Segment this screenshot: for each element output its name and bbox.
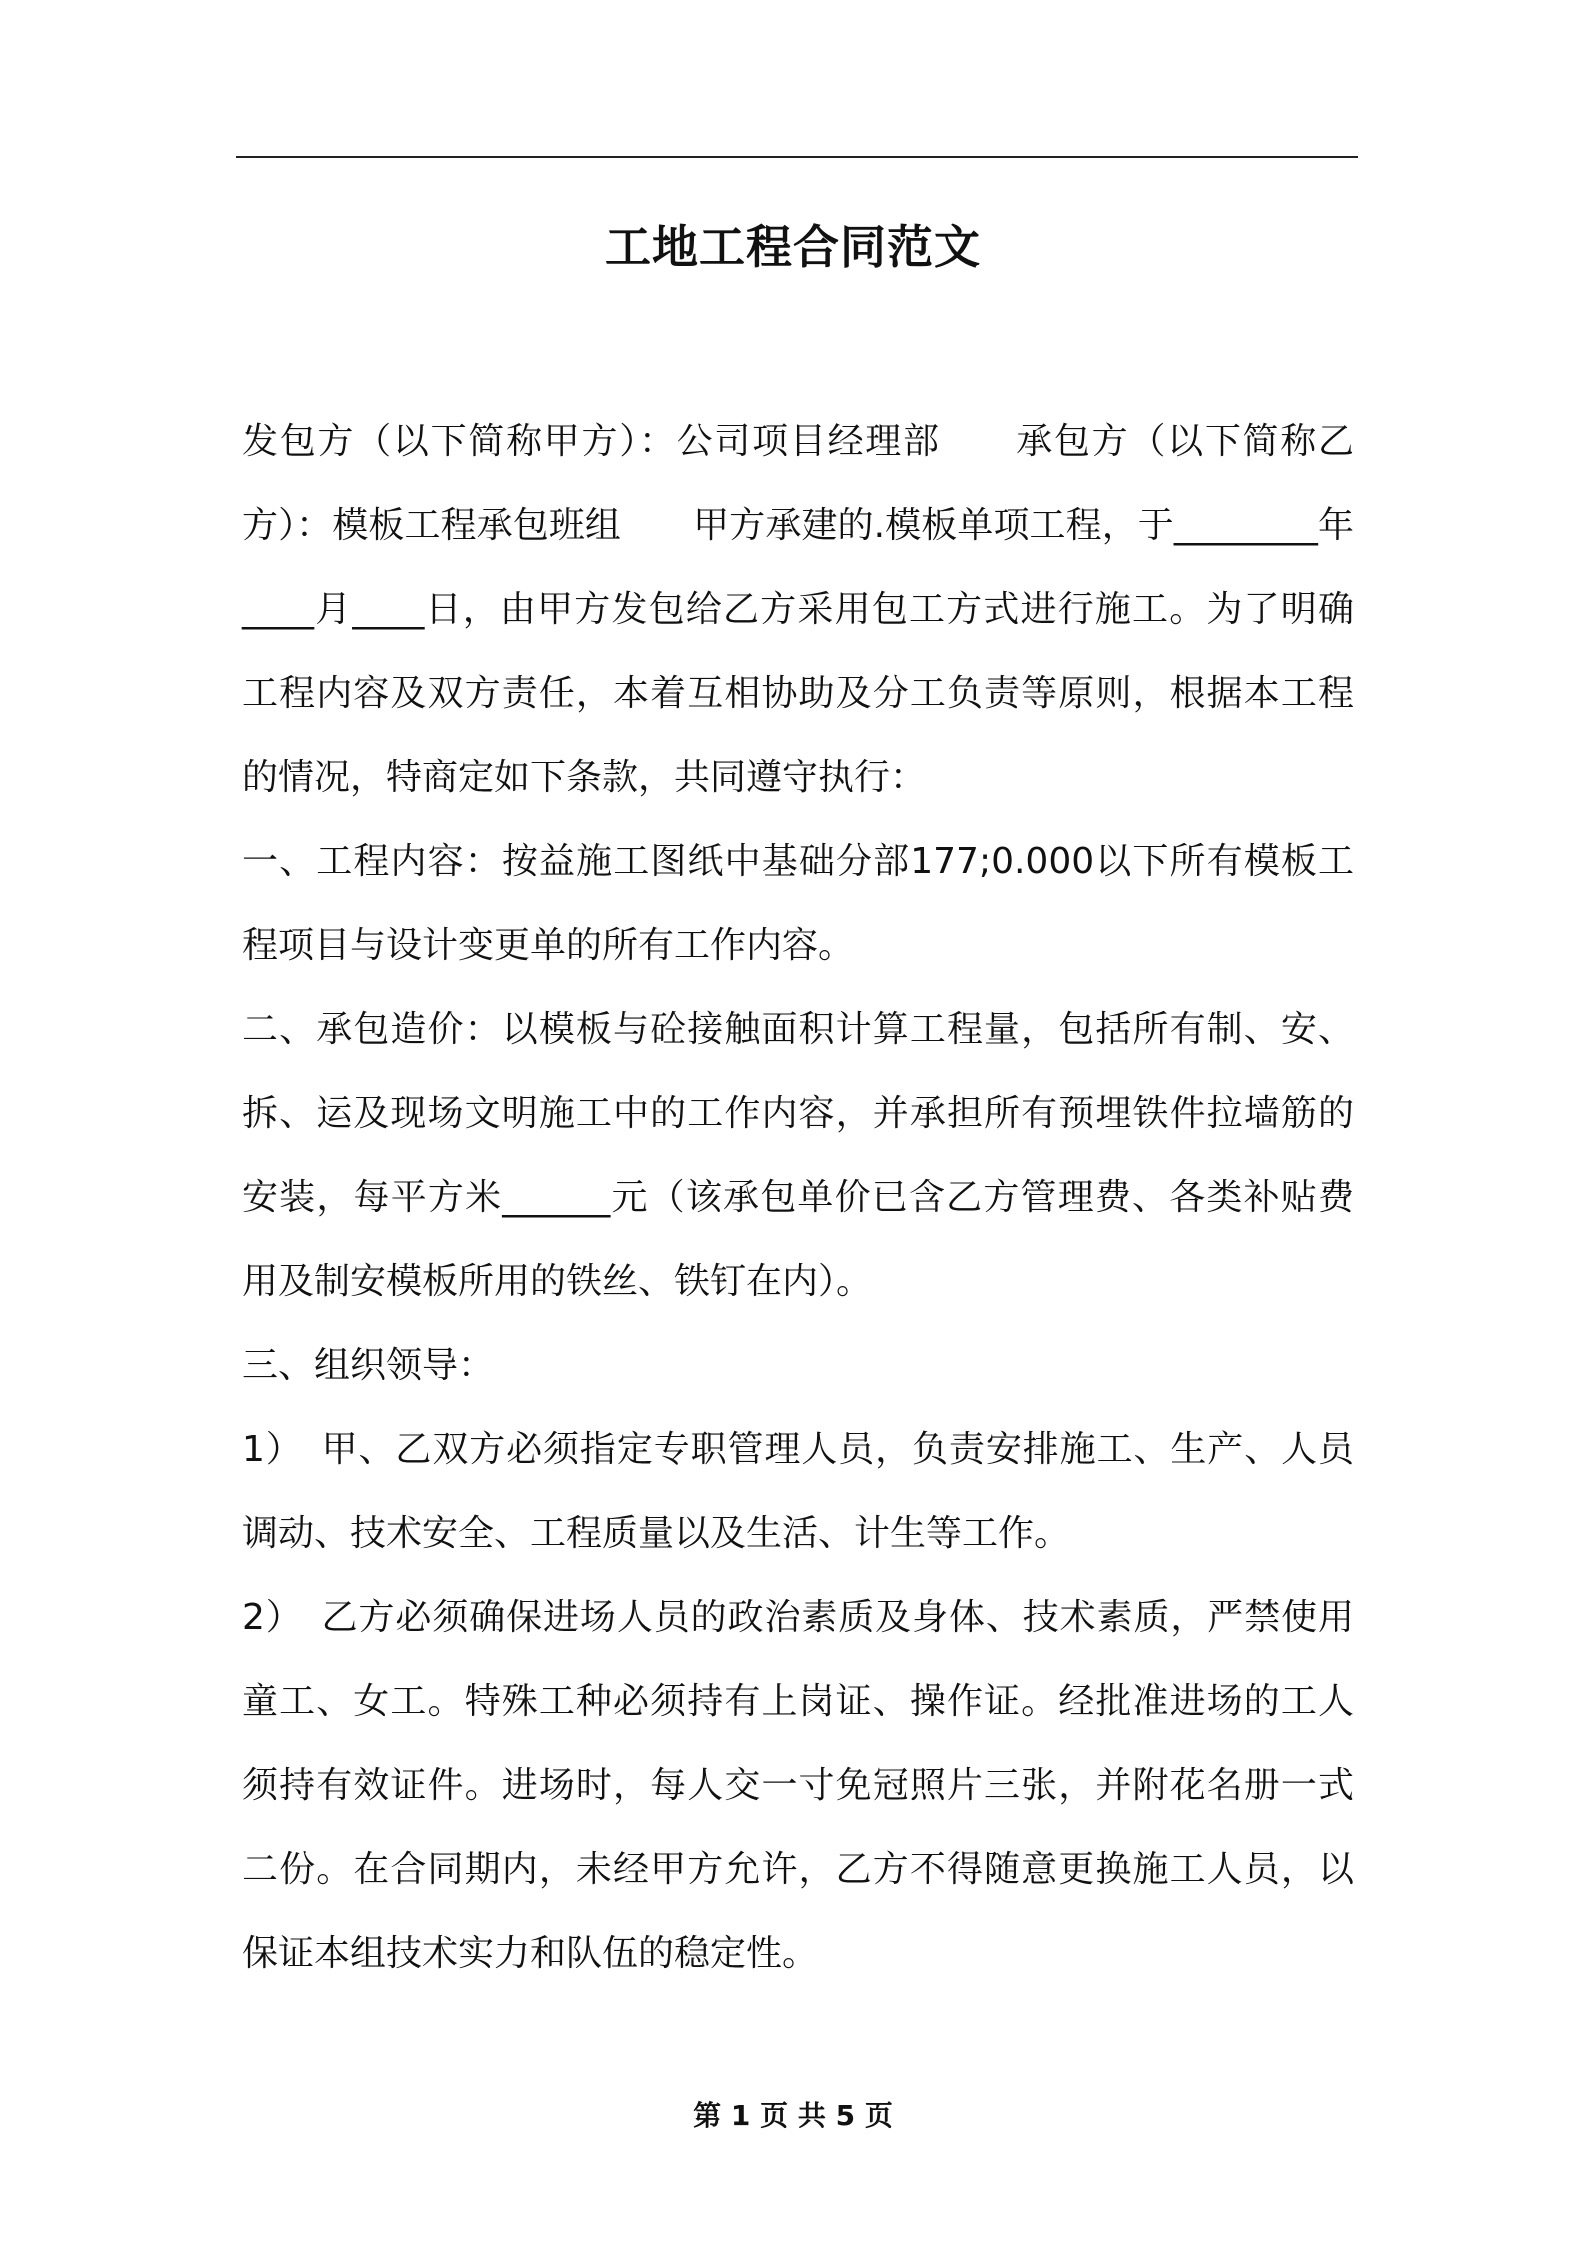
clause-3-heading: 三、组织领导： — [242, 1345, 495, 1386]
clause-1-work-content: 一、工程内容：按益施工图纸中基础分部177;0.000以下所有模板工程项目与设计变更单的所有工作内容。 — [242, 841, 1354, 966]
header-rule — [236, 156, 1358, 158]
clause-3-item-1: 1） 甲、乙双方必须指定专职管理人员，负责安排施工、生产、人员调动、技术安全、工程质量以及生活、计生等工作。 — [242, 1429, 1354, 1554]
document-body — [242, 400, 1354, 1996]
page-number: 第 1 页 共 5 页 — [693, 2099, 893, 2132]
document-title: 工地工程合同范文 — [605, 220, 981, 274]
clause-3-item-2: 2） 乙方必须确保进场人员的政治素质及身体、技术素质，严禁使用童工、女工。特殊工种必须持有上岗证、操作证。经批准进场的工人须持有效证件。进场时，每人交一寸免冠照片三张，并附花名册一式二份。在合同期内，未经甲方允许，乙方不得随意更换施工人员，以保证本组技术实力和队伍的稳定性。 — [242, 1597, 1354, 1974]
clause-2-contract-price: 二、承包造价：以模板与砼接触面积计算工程量，包括所有制、安、拆、运及现场文明施工中的工作内容，并承担所有预埋铁件拉墙筋的安装，每平方米______元（该承包单价已含乙方管理费、各类补贴费用及制安模板所用的铁丝、铁钉在内）。 — [242, 1009, 1354, 1302]
intro-paragraph: 发包方（以下简称甲方）：公司项目经理部 承包方（以下简称乙方）：模板工程承包班组 甲方承建的.模板单项工程，于________年____月____日，由甲方发包给乙方采用包工方式进行施工。为了明确工程内容及双方责任，本着互相协助及分工负责等原则，根据本工程的情况，特商定如下条款，共同遵守执行： — [242, 421, 1354, 798]
